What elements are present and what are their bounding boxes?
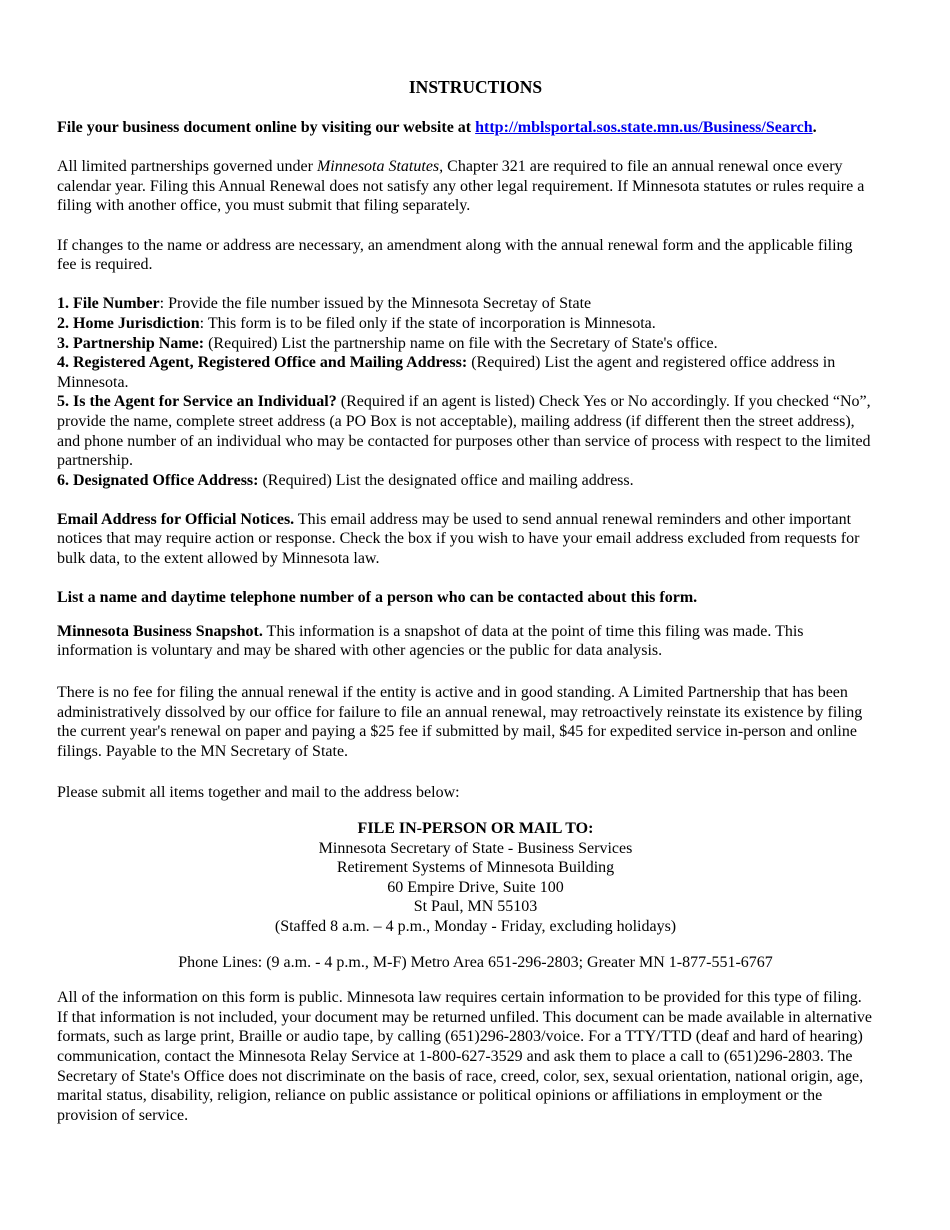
item-text: : Provide the file number issued by the Minnesota Secretay of State	[159, 295, 592, 313]
email-text: This email address may be used to send annual renewal reminders and other important notices that may require action or response. Check the box if you wish to have your email address excluded from requests for bulk data, to the extent allowed by Minnesota law.	[57, 510, 860, 568]
mail-heading	[77, 819, 874, 839]
contact-text: List a name and daytime telephone number of a person who can be contacted about this form.	[57, 589, 698, 607]
public-info-paragraph: All of the information on this form is public. Minnesota law requires certain information to be provided for this type of filing. If that information is not included, your document may be returned unfiled. This document can be made available in alternative formats, such as large print, Braille or audio tape, by calling (651)296-2803/voice. For a TTY/TTD (deaf and hard of hearing) communication, contact the Minnesota Relay Service at 1-800-627-3529 and ask them to place a call to (651)296-2803. The Secretary of State's Office does not discriminate on the basis of race, creed, color, sex, sexual orientation, national origin, age, marital status, disability, religion, reliance on public assistance or political opinions or affiliations in employment or the provision of service.	[57, 989, 872, 1124]
mail-line: 60 Empire Drive, Suite 100	[387, 878, 564, 896]
snapshot-text: This information is a snapshot of data at the point of time this filing was made. This information is voluntary and may be shared with other agencies or the public for data analysis.	[57, 622, 804, 660]
mailing-address	[57, 819, 874, 937]
contact-paragraph	[57, 588, 874, 608]
item-label: 4. Registered Agent, Registered Office and Mailing Address:	[57, 354, 468, 372]
list-item	[57, 392, 874, 470]
item-text: (Required) List the designated office and mailing address.	[258, 471, 634, 489]
business-search-link[interactable]: http://mblsportal.sos.state.mn.us/Business/Search	[475, 119, 813, 136]
email-label: Email Address for Official Notices.	[57, 510, 295, 528]
item-text: : This form is to be filed only if the state of incorporation is Minnesota.	[199, 314, 656, 332]
list-item	[57, 294, 874, 314]
intro-statute: Minnesota Statutes,	[316, 158, 444, 176]
item-text: (Required) List the partnership name on file with the Secretary of State's office.	[204, 334, 718, 352]
online-filing-text: File your business document online by visiting our website at	[57, 119, 476, 136]
item-label: 5. Is the Agent for Service an Individual?	[57, 393, 337, 411]
online-filing-end: .	[812, 119, 817, 136]
item-label: 1. File Number	[57, 295, 160, 313]
item-text: (Required if an agent is listed) Check Yes or No accordingly. If you checked “No”, provide the name, complete street address (a PO Box is not acceptable), mailing address (if different then the street address), and phone number of an individual who may be contacted for purposes other than service of process with respect to the limited partnership.	[57, 393, 871, 470]
changes-paragraph: If changes to the name or address are necessary, an amendment along with the annual renewal form and the applicable filing fee is required.	[57, 236, 853, 274]
list-item	[57, 353, 874, 392]
snapshot-paragraph	[57, 622, 874, 661]
online-filing-note	[57, 118, 874, 138]
phone-lines: Phone Lines: (9 a.m. - 4 p.m., M-F) Metro Area 651-296-2803; Greater MN 1-877-551-6767	[178, 953, 773, 971]
intro-post: Chapter 321 are required to file an annual renewal once every calendar year. Filing this Annual Renewal does not satisfy any other legal requirement. If Minnesota statutes or rules require a filing with another office, you must submit that filing separately.	[57, 158, 865, 215]
instruction-list	[57, 294, 874, 490]
page-title: INSTRUCTIONS	[408, 77, 543, 97]
submit-paragraph: Please submit all items together and mail to the address below:	[57, 784, 460, 802]
item-label: 3. Partnership Name:	[57, 334, 205, 352]
fee-paragraph: There is no fee for filing the annual renewal if the entity is active and in good standing. A Limited Partnership that has been administratively dissolved by our office for failure to file an annual renewal, may retroactively reinstate its existence by filing the current year's renewal on paper and paying a $25 fee if submitted by mail, $45 for expedited service in-person and online filings. Payable to the MN Secretary of State.	[57, 684, 863, 760]
mail-line: Retirement Systems of Minnesota Building	[336, 859, 615, 877]
intro-paragraph	[57, 157, 874, 216]
list-item	[57, 314, 874, 334]
mail-heading-text: FILE IN-PERSON OR MAIL TO:	[357, 820, 594, 837]
item-label: 6. Designated Office Address:	[57, 471, 259, 489]
item-label: 2. Home Jurisdiction	[57, 314, 200, 332]
list-item	[57, 471, 874, 491]
mail-hours: (Staffed 8 a.m. – 4 p.m., Monday - Friday, excluding holidays)	[274, 917, 677, 935]
snapshot-label: Minnesota Business Snapshot.	[57, 622, 263, 640]
list-item	[57, 334, 874, 354]
mail-line: Minnesota Secretary of State - Business Services	[318, 839, 633, 857]
email-paragraph	[57, 510, 874, 569]
item-text: (Required) List the agent and registered office address in Minnesota.	[57, 354, 836, 391]
mail-line: St Paul, MN 55103	[413, 898, 538, 916]
intro-pre: All limited partnerships governed under	[57, 158, 317, 176]
